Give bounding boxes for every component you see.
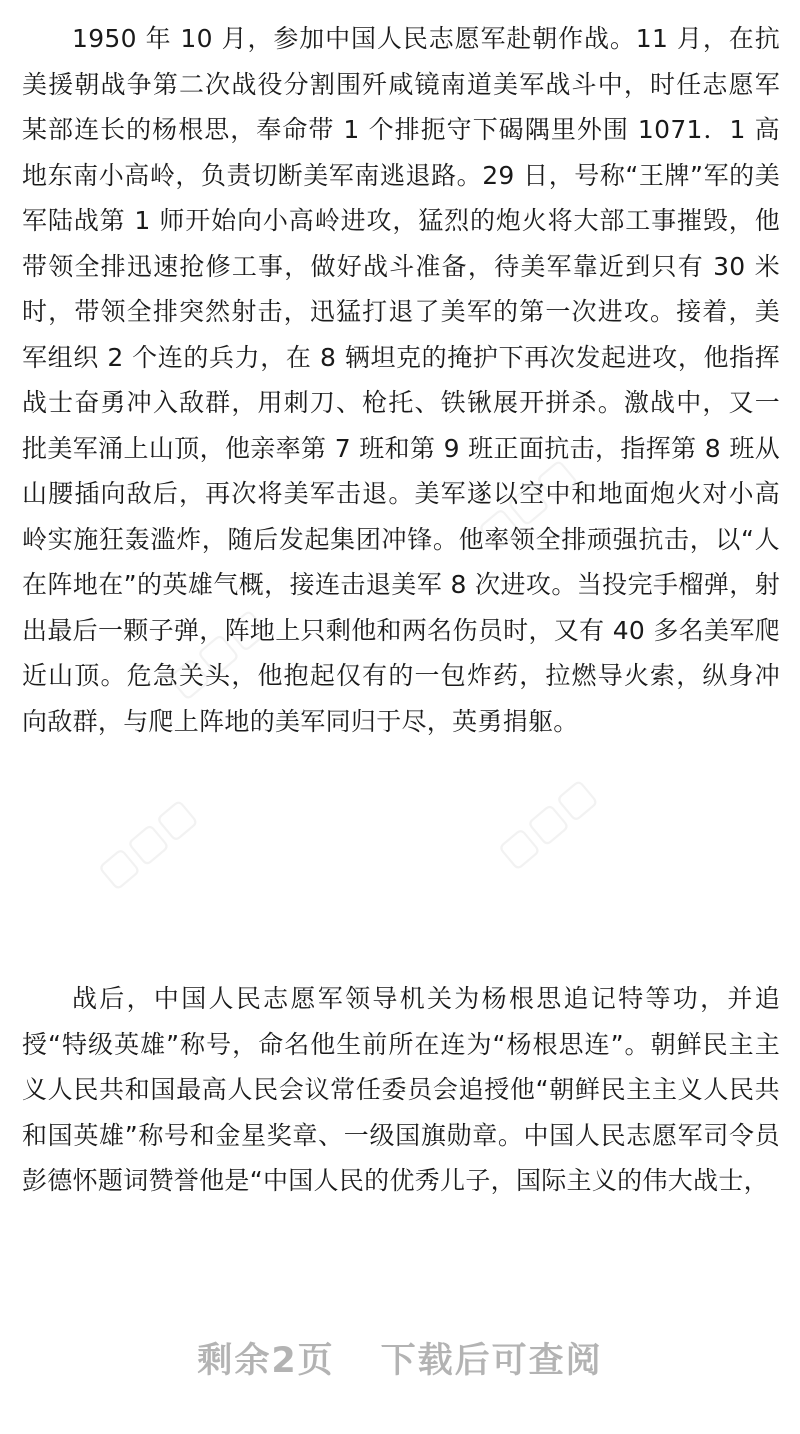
body-paragraph: 战后，中国人民志愿军领导机关为杨根思追记特等功，并追授“特级英雄”称号，命名他生前所在连为“杨根思连”。朝鲜民主主义人民共和国最高人民会议常任委员会追授他“朝鲜民主主义人民共和国英雄”称号和金星奖章、一级国旗勋章。中国人民志愿军司令员彭德怀题词赞誉他是“中国人民的优秀儿子，国际主义的伟大战士， xyxy=(22,984,780,1195)
body-paragraph: 1950 年 10 月，参加中国人民志愿军赴朝作战。11 月，在抗美援朝战争第二次战役分割围歼咸镜南道美军战斗中，时任志愿军某部连长的杨根思，奉命带 1 个排扼守下碣隅里外围 1071．1 高地东南小高岭，负责切断美军南逃退路。29 日，号称“王牌”军的美军陆战第 1 师开始向小高岭进攻，猛烈的炮火将大部工事摧毁，他带领全排迅速抢修工事，做好战斗准备，待美军靠近到只有 30 米时，带领全排突然射击，迅猛打退了美军的第一次进攻。接着，美军组织 2 个连的兵力，在 8 辆坦克的掩护下再次发起进攻，他指挥战士奋勇冲入敌群，用刺刀、枪托、铁锹展开拼杀。激战中，又一批美军涌上山顶，他亲率第 7 班和第 9 班正面抗击，指挥第 8 班从山腰插向敌后，再次将美军击退。美军遂以空中和地面炮火对小高岭实施狂轰滥炸，随后发起集团冲锋。他率领全排顽强抗击，以“人在阵地在”的英雄气概，接连击退美军 8 次进攻。当投完手榴弹，射出最后一颗子弹，阵地上只剩他和两名伤员时，又有 40 多名美军爬近山顶。危急关头，他抱起仅有的一包炸药，拉燃导火索，纵身冲向敌群，与爬上阵地的美军同归于尽，英勇捐躯。 xyxy=(22,24,780,736)
remaining-pages-label: 剩余2页 xyxy=(197,1341,335,1381)
watermark: ▢▢▢ xyxy=(468,448,585,558)
download-to-view-label: 下载后可查阅 xyxy=(380,1341,603,1381)
watermark: ▢▢▢ xyxy=(88,788,205,898)
download-prompt-banner[interactable] xyxy=(0,1330,800,1386)
watermark: ▢▢▢ xyxy=(488,768,605,878)
watermark: ▢▢▢ xyxy=(158,598,275,708)
